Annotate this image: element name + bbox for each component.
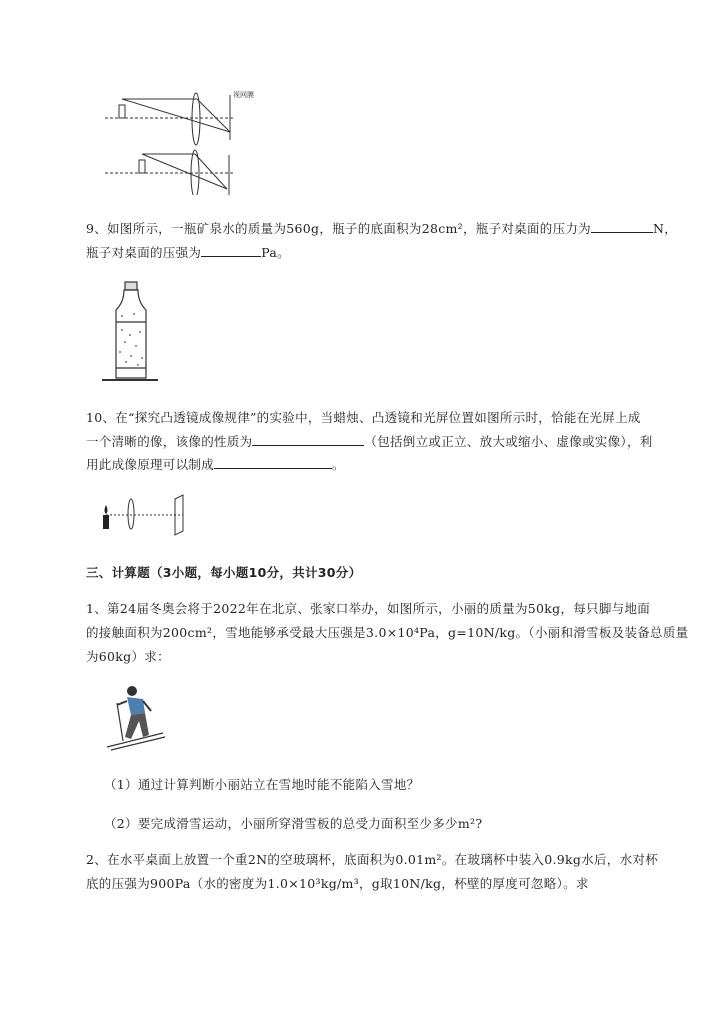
q10-line3: [86, 455, 345, 473]
q9-line2: [86, 243, 290, 261]
c1-sub-question-1: （1）通过计算判断小丽站立在雪地时能不能陷入雪地？: [104, 777, 420, 792]
q9-blank-force[interactable]: [591, 219, 653, 233]
candle-lens-screen-figure: [98, 493, 193, 538]
eye-optics-figure: [95, 85, 255, 195]
q10-text2: 一个清晰的像，该像的性质为: [86, 434, 253, 449]
c1-sub-question-2: （2）要完成滑雪运动，小丽所穿滑雪板的总受力面积至少多少m²?: [104, 816, 483, 831]
q10-line2: [86, 432, 653, 450]
retina-label: 视网膜: [233, 91, 254, 99]
q10-text3-end: 。: [332, 457, 345, 472]
water-bottle-figure: [100, 280, 160, 386]
c1-line3: 为60kg）求：: [86, 649, 170, 664]
q9-text1: 9、如图所示，一瓶矿泉水的质量为560g，瓶子的底面积为28cm²，瓶子对桌面的压力为: [86, 221, 591, 236]
c1-line2: 的接触面积为200cm²，雪地能够承受最大压强是3.0×10⁴Pa，g=10N/kg。（小丽和滑雪板及装备总质量: [86, 625, 689, 640]
q10-blank-image-nature[interactable]: [252, 432, 364, 446]
skier-figure: [105, 683, 167, 751]
section-3-title: 三、计算题（3小题，每小题10分，共计30分）: [86, 565, 362, 580]
q10-line1: 10、在“探究凸透镜成像规律”的实验中，当蜡烛、凸透镜和光屏位置如图所示时，恰能在光屏上成: [86, 410, 641, 425]
c1-line1: 1、第24届冬奥会将于2022年在北京、张家口举办，如图所示，小丽的质量为50kg，每只脚与地面: [86, 601, 651, 616]
c2-line1: 2、在水平桌面上放置一个重2N的空玻璃杯，底面积为0.01m²。在玻璃杯中装入0.9kg水后，水对杯: [86, 852, 658, 867]
c2-line2: 底的压强为900Pa（水的密度为1.0×10³kg/m³，g取10N/kg，杯壁的厚度可忽略）。求: [86, 876, 589, 891]
q9-blank-pressure[interactable]: [201, 243, 261, 257]
q9-unit-n: N，: [653, 221, 678, 236]
q9-unit-pa: Pa。: [261, 245, 290, 260]
q9-text2: 瓶子对桌面的压强为: [86, 245, 202, 260]
q10-text3: 用此成像原理可以制成: [86, 457, 215, 472]
q10-blank-device[interactable]: [214, 455, 332, 469]
q10-text2-end: （包括倒立或正立、放大或缩小、虚像或实像），利: [364, 434, 653, 449]
q9-line1: [86, 219, 677, 237]
